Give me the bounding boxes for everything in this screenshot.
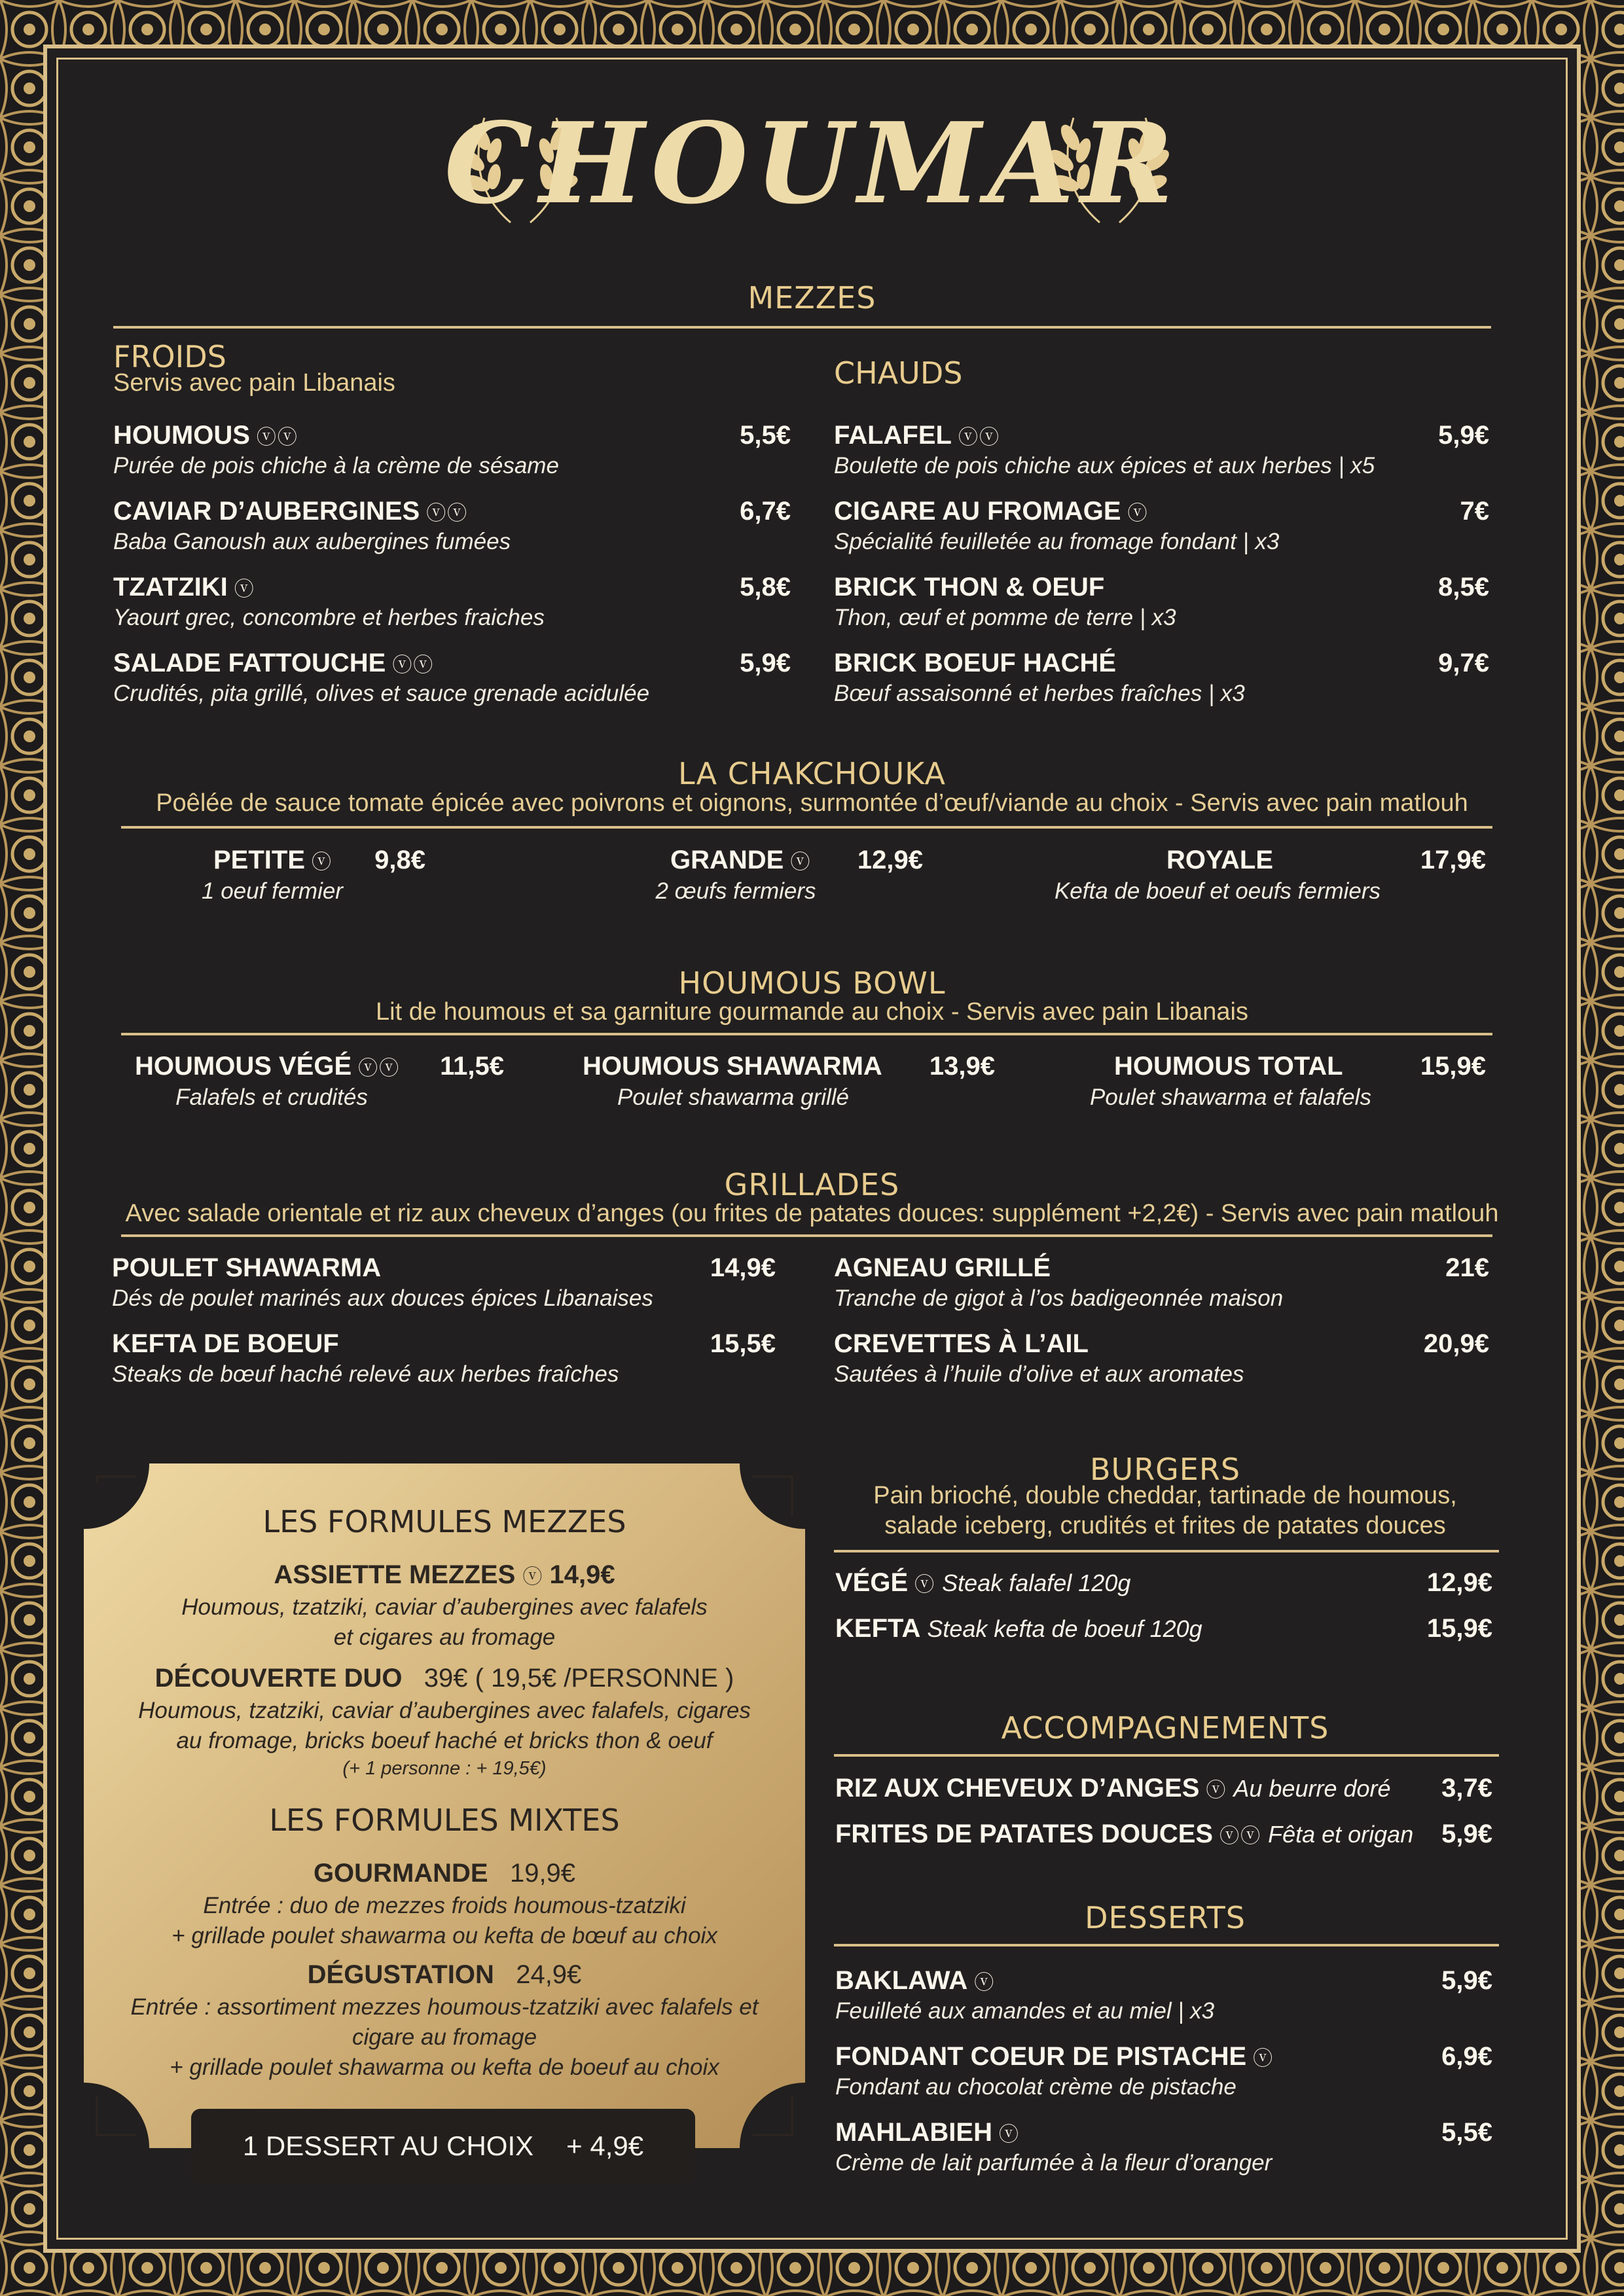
price: 5,5€	[740, 421, 791, 450]
price: 8,5€	[1438, 573, 1489, 601]
menu-item-houmous-total: HOUMOUS TOTAL	[1114, 1052, 1343, 1081]
formule-decouverte-duo: DÉCOUVERTE DUO 39€ ( 19,5€ /PERSONNE )	[154, 1664, 734, 1693]
vegan-icon: ⓥ	[974, 1972, 996, 1994]
menu-item-houmous: HOUMOUS ⓥⓥ	[113, 421, 298, 450]
vegan-icon: ⓥ	[522, 1566, 543, 1588]
price: 5,9€	[1438, 421, 1489, 450]
menu-item-frites-patates: FRITES DE PATATES DOUCES ⓥⓥ Fêta et origan	[835, 1820, 1414, 1848]
price: 5,9€	[740, 649, 791, 677]
menu-item-royale: ROYALE	[1166, 846, 1274, 874]
item-description: Kefta de boeuf et oeufs fermiers	[1054, 878, 1381, 904]
vegan-icon: ⓥ	[790, 852, 812, 873]
price: 7€	[1460, 497, 1489, 526]
chakchouka-subtitle: Poêlée de sauce tomate épicée avec poivrons et oignons, surmontée d’œuf/viande au choix - Servis avec pain matlouh	[156, 789, 1468, 817]
menu-item-burger-vege: VÉGÉ ⓥ Steak falafel 120g	[835, 1568, 1131, 1597]
item-description: Baba Ganoush aux aubergines fumées	[113, 529, 511, 554]
mezzes-rule	[113, 326, 1491, 329]
item-description: Steaks de bœuf haché relevé aux herbes fraîches	[112, 1361, 619, 1387]
vegan-icon: ⓥ	[1206, 1780, 1227, 1801]
item-description: Dés de poulet marinés aux douces épices Libanaises	[112, 1285, 653, 1311]
vegan-icon: ⓥⓥ	[358, 1058, 401, 1079]
item-description: + grillade poulet shawarma ou kefta de bœuf au choix	[171, 1923, 717, 1948]
item-description: Falafels et crudités	[175, 1085, 368, 1110]
menu-item-crevettes: CREVETTES À L’AIL	[834, 1329, 1089, 1358]
formule-assiette-mezzes: ASSIETTE MEZZES ⓥ 14,9€	[274, 1560, 615, 1589]
menu-item-agneau-grille: AGNEAU GRILLÉ	[834, 1253, 1051, 1282]
menu-item-brick-thon: BRICK THON & OEUF	[834, 573, 1105, 601]
item-description: et cigares au fromage	[333, 1624, 556, 1650]
item-description: Tranche de gigot à l’os badigeonnée maison	[834, 1285, 1284, 1311]
desserts-title: DESSERTS	[1085, 1900, 1246, 1935]
burgers-title: BURGERS	[1089, 1452, 1241, 1487]
item-description: 2 œufs fermiers	[655, 878, 816, 904]
formules-mezzes-title: LES FORMULES MEZZES	[262, 1504, 626, 1539]
price: 9,7€	[1438, 649, 1489, 677]
formule-degustation: DÉGUSTATION 24,9€	[307, 1960, 582, 1989]
item-description: Fondant au chocolat crème de pistache	[835, 2074, 1236, 2100]
price: 12,9€	[857, 846, 923, 874]
price: 14,9€	[710, 1253, 776, 1282]
item-description: Sautées à l’huile d’olive et aux aromates	[834, 1361, 1244, 1387]
menu-item-fondant-pistache: FONDANT COEUR DE PISTACHE ⓥ	[835, 2042, 1274, 2071]
item-description: 1 oeuf fermier	[202, 878, 343, 904]
price: 5,5€	[1441, 2118, 1492, 2147]
menu-item-petite: PETITE ⓥ	[213, 846, 333, 874]
burgers-rule	[834, 1550, 1499, 1552]
menu-item-houmous-vege: HOUMOUS VÉGÉ ⓥⓥ	[135, 1052, 401, 1081]
item-description: Houmous, tzatziki, caviar d’aubergines avec falafels, cigares	[138, 1698, 751, 1723]
vegan-icon: ⓥⓥ	[958, 427, 1000, 448]
menu-item-mahlabieh: MAHLABIEH ⓥ	[835, 2118, 1020, 2147]
menu-item-falafel: FALAFEL ⓥⓥ	[834, 421, 1000, 450]
dessert-au-choix-banner	[191, 2109, 695, 2183]
vegan-icon: ⓥⓥ	[1219, 1825, 1262, 1847]
houmous-bowl-subtitle: Lit de houmous et sa garniture gourmande au choix - Servis avec pain Libanais	[376, 998, 1248, 1026]
menu-item-baklawa: BAKLAWA ⓥ	[835, 1966, 996, 1995]
item-description: Purée de pois chiche à la crème de sésame	[113, 453, 559, 478]
menu-item-riz: RIZ AUX CHEVEUX D’ANGES ⓥ Au beurre doré	[835, 1774, 1391, 1803]
item-description: Thon, œuf et pomme de terre | x3	[834, 605, 1176, 630]
item-description: Houmous, tzatziki, caviar d’aubergines avec falafels	[181, 1594, 708, 1620]
brand-title: CHOUMAR	[444, 98, 1180, 229]
vegan-icon: ⓥ	[998, 2124, 1020, 2145]
chakchouka-rule	[121, 826, 1492, 829]
formules-mixtes-title: LES FORMULES MIXTES	[269, 1803, 620, 1838]
dessert-label: 1 DESSERT AU CHOIX	[242, 2130, 534, 2161]
vegan-icon: ⓥⓥ	[392, 655, 435, 676]
menu-item-cigare: CIGARE AU FROMAGE ⓥ	[834, 497, 1149, 526]
chakchouka-title: LA CHAKCHOUKA	[677, 756, 946, 791]
vegan-icon: ⓥ	[1127, 503, 1149, 524]
froids-title: FROIDS	[113, 339, 226, 374]
price: 5,9€	[1441, 1966, 1492, 1995]
item-description: Entrée : duo de mezzes froids houmous-tzatziki	[203, 1893, 686, 1918]
menu-item-caviar: CAVIAR D’AUBERGINES ⓥⓥ	[113, 497, 469, 526]
price: 5,9€	[1441, 1820, 1492, 1848]
price: 9,8€	[374, 846, 425, 874]
vegan-icon: ⓥ	[1253, 2048, 1274, 2070]
vegan-icon: ⓥ	[312, 852, 333, 873]
item-note: (+ 1 personne : + 19,5€)	[342, 1758, 547, 1779]
menu-item-grande: GRANDE ⓥ	[670, 846, 812, 874]
item-description: Poulet shawarma grillé	[617, 1085, 850, 1110]
houmous-bowl-rule	[121, 1033, 1492, 1035]
burgers-subtitle-2: salade iceberg, crudités et frites de patates douces	[884, 1512, 1446, 1539]
froids-subtitle: Servis avec pain Libanais	[113, 369, 395, 397]
menu-item-burger-kefta: KEFTA Steak kefta de boeuf 120g	[835, 1614, 1202, 1643]
houmous-bowl-title: HOUMOUS BOWL	[678, 965, 946, 1001]
item-description: + grillade poulet shawarma ou kefta de boeuf au choix	[170, 2054, 719, 2080]
price: 15,5€	[710, 1329, 776, 1358]
item-description: Boulette de pois chiche aux épices et aux herbes | x5	[834, 453, 1375, 478]
dessert-price: + 4,9€	[566, 2130, 644, 2161]
price: 5,8€	[740, 573, 791, 601]
price: 15,9€	[1420, 1052, 1486, 1081]
item-description: Spécialité feuilletée au fromage fondant | x3	[834, 529, 1280, 554]
price: 11,5€	[440, 1052, 504, 1081]
chauds-title: CHAUDS	[834, 355, 963, 391]
price: 3,7€	[1441, 1774, 1492, 1803]
price: 21€	[1445, 1253, 1489, 1282]
price: 15,9€	[1426, 1614, 1492, 1643]
menu-item-fattouche: SALADE FATTOUCHE ⓥⓥ	[113, 649, 435, 677]
menu-item-houmous-shawarma: HOUMOUS SHAWARMA	[583, 1052, 882, 1081]
item-description: Crème de lait parfumée à la fleur d’oranger	[835, 2150, 1272, 2176]
price: 12,9€	[1426, 1568, 1492, 1597]
menu-item-poulet-shawarma: POULET SHAWARMA	[112, 1253, 382, 1282]
formule-gourmande: GOURMANDE 19,9€	[313, 1859, 576, 1888]
grillades-title: GRILLADES	[724, 1167, 900, 1202]
accompagnements-title: ACCOMPAGNEMENTS	[1001, 1710, 1329, 1746]
price: 6,9€	[1441, 2042, 1492, 2071]
grillades-rule	[121, 1234, 1492, 1237]
price: 13,9€	[929, 1052, 995, 1081]
accompagnements-rule	[834, 1754, 1499, 1757]
vegan-icon: ⓥ	[914, 1574, 936, 1596]
menu-item-brick-boeuf: BRICK BOEUF HACHÉ	[834, 649, 1117, 677]
item-description: Feuilleté aux amandes et au miel | x3	[835, 1998, 1215, 2024]
menu-item-tzatziki: TZATZIKI ⓥ	[113, 573, 255, 601]
vegan-icon: ⓥ	[234, 579, 255, 600]
item-description: Crudités, pita grillé, olives et sauce grenade acidulée	[113, 681, 650, 706]
item-description: au fromage, bricks boeuf haché et bricks thon & oeuf	[176, 1728, 713, 1753]
item-description: Entrée : assortiment mezzes houmous-tzatziki avec falafels et	[130, 1994, 759, 2020]
price: 6,7€	[740, 497, 791, 526]
burgers-subtitle-1: Pain brioché, double cheddar, tartinade de houmous,	[873, 1482, 1457, 1509]
menu-item-kefta-de-boeuf: KEFTA DE BOEUF	[112, 1329, 339, 1358]
vegan-icon: ⓥⓥ	[426, 503, 469, 524]
item-description: Yaourt grec, concombre et herbes fraiches	[113, 605, 545, 630]
mezzes-title: MEZZES	[748, 280, 876, 315]
desserts-rule	[834, 1944, 1499, 1946]
price: 17,9€	[1420, 846, 1486, 874]
item-description: Poulet shawarma et falafels	[1090, 1085, 1371, 1110]
vegan-icon: ⓥⓥ	[256, 427, 298, 448]
item-description: cigare au fromage	[352, 2024, 537, 2050]
grillades-subtitle: Avec salade orientale et riz aux cheveux d’anges (ou frites de patates douces: supplément +2,2€) - Servis avec pain matlouh	[125, 1200, 1499, 1227]
price: 20,9€	[1423, 1329, 1489, 1358]
item-description: Bœuf assaisonné et herbes fraîches | x3	[834, 681, 1245, 706]
